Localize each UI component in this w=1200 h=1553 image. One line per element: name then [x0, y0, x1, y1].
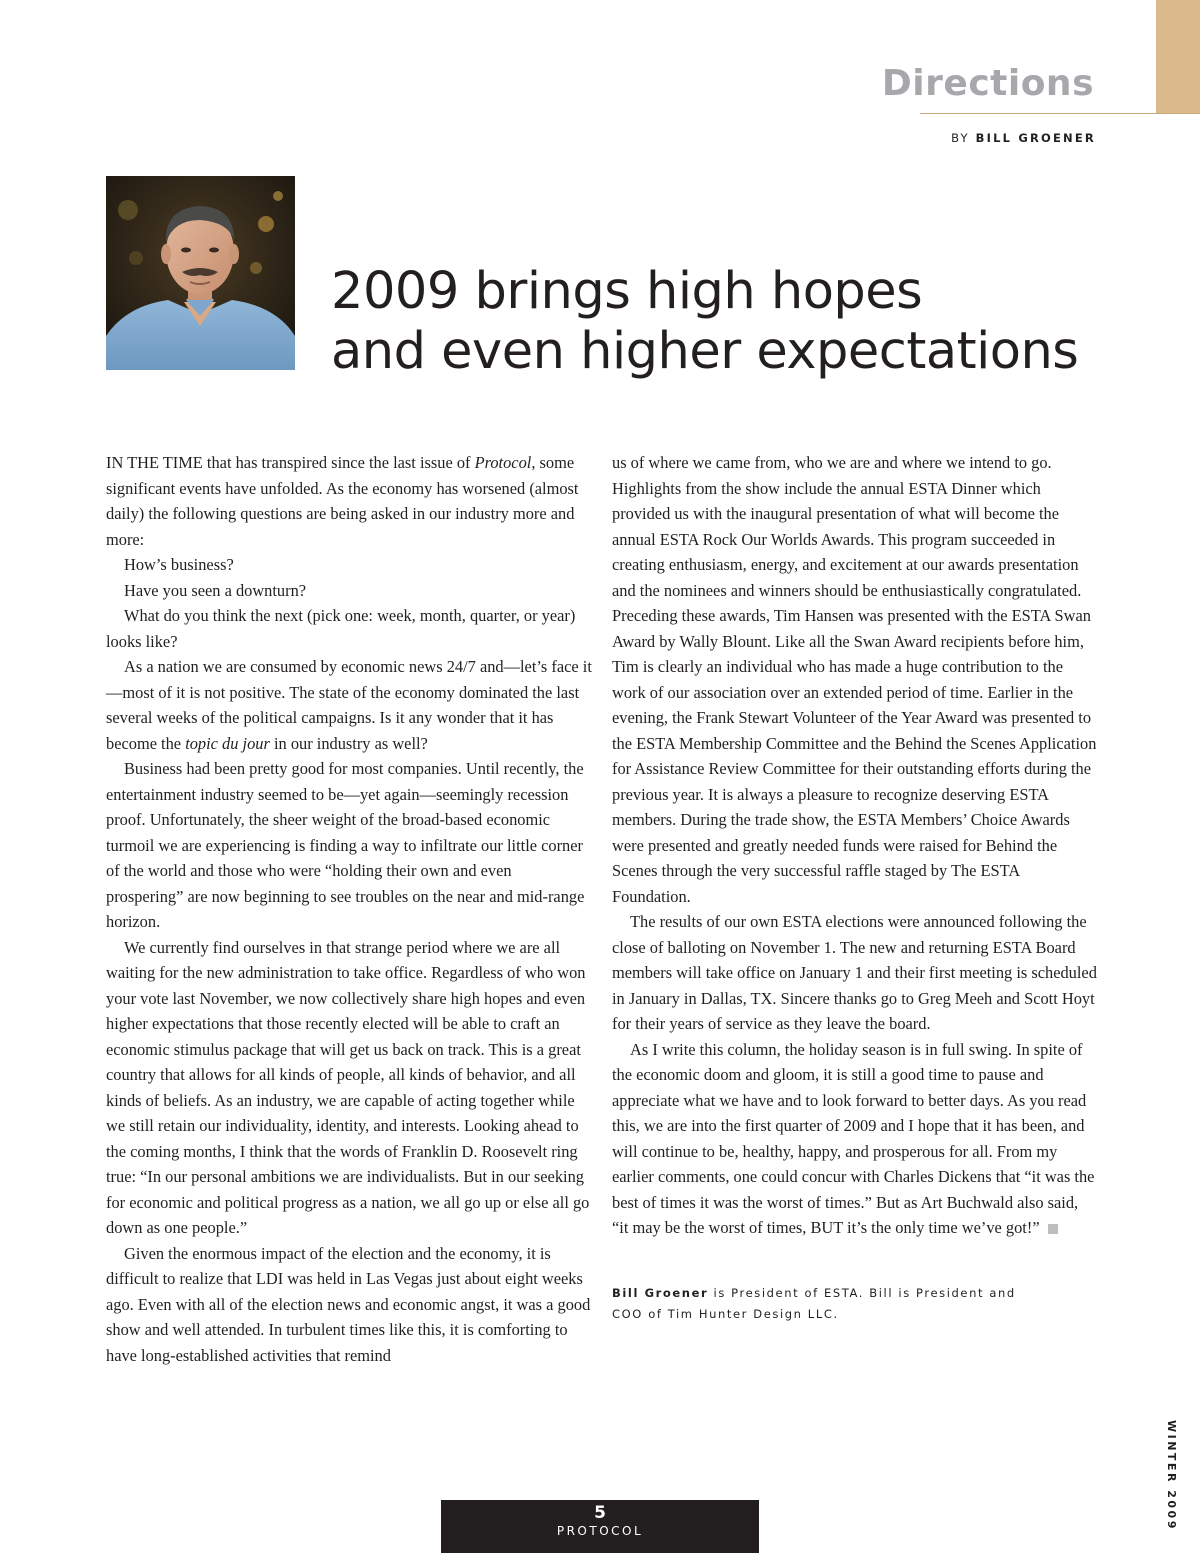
section-title: Directions — [881, 63, 1094, 104]
end-mark-icon — [1048, 1224, 1058, 1234]
publication-name: PROTOCOL — [556, 1524, 644, 1538]
paragraph-nation: As a nation we are consumed by economic news 24/7 and—let’s face it—most of it is not positive. The state of the economy dominated the last several weeks of the political campaigns. Is it any wonder that it has become the topic du jour in our industry as well? — [106, 657, 592, 753]
author-bio — [612, 1283, 1022, 1325]
byline-author: BILL GROENER — [975, 131, 1096, 145]
headline-line-1: 2009 brings high hopes — [331, 262, 923, 321]
bio-name: Bill Groener — [612, 1285, 709, 1300]
paragraph-strange-period: We currently find ourselves in that strange period where we are all waiting for the new administration to take office. Regardless of who won your vote last November, we now collectively share high hopes and even higher expectations that those recently elected will be able to craft an economic stimulus package that will get us back on track. This is a great country that allows for all kinds of people, all kinds of behavior, and all kinds of beliefs. As an industry, we are capable of acting together while we still retain our individuality, identity, and interests. Looking ahead to the coming months, I think that the words of Franklin D. Roosevelt ring true: “In our personal ambitions we are individualists. But in our seeking for economic and political progress as a nation, we all go up or else all go down as one people.” — [106, 937, 590, 1237]
corner-color-tab — [1156, 0, 1200, 113]
paragraph-results: The results of our own ESTA elections were announced following the close of balloting on November 1. The new and returning ESTA Board members will take office on January 1 and their first meeting is scheduled in January in Dallas, TX. Sincere thanks go to Greg Meeh and Scott Hoyt for their years of service as they leave the board. — [612, 912, 1097, 1033]
paragraph-given: Given the enormous impact of the election and the economy, it is difficult to realize that LDI was held in Las Vegas just about eight weeks ago. Even with all of the election news and economic angst, it was a good show and well attended. In turbulent times like this, it is comforting to have long-established activities that remind — [106, 1243, 591, 1365]
issue-label: WINTER 2009 — [1165, 1420, 1178, 1531]
article-column-left — [106, 450, 592, 1368]
intro-paragraph: IN THE TIME that has transpired since the last issue of Protocol, some significant events have unfolded. As the economy has worsened (almost daily) the following questions are being asked in our industry more and more: — [106, 453, 579, 549]
byline-prefix: BY — [951, 131, 970, 145]
article-column-right — [612, 450, 1098, 1325]
page-number: 5 — [594, 1503, 606, 1523]
author-photo — [106, 176, 295, 370]
paragraph-holiday: As I write this column, the holiday season is in full swing. In spite of the economic doom and gloom, it is still a good time to pause and appreciate what we have and to look forward to better days. As you read this, we are into the first quarter of 2009 and I hope that it has been, and will continue to be, healthy, happy, and prosperous for all. From my earlier comments, one could concur with Charles Dickens that “it was the best of times it was the worst of times.” But as Art Buchwald also said, “it may be the worst of times, BUT it’s the only time we’ve got!” — [612, 1039, 1095, 1237]
publication-title: Protocol — [474, 453, 532, 472]
question-1: How’s business? — [124, 555, 234, 574]
page-footer — [441, 1500, 759, 1553]
question-3: What do you think the next (pick one: week, month, quarter, or year) looks like? — [106, 606, 576, 651]
paragraph-given-continued: us of where we came from, who we are and where we intend to go. Highlights from the show include the annual ESTA Dinner which provided us with the inaugural presentation of what will become the annual ESTA Rock Our Worlds Awards. This program succeeded in creating enthusiasm, energy, and excitement at our awards presentation and the nominees and winners should be enthusiastically congratulated. Preceding these awards, Tim Hansen was presented with the ESTA Swan Award by Wally Blount. Like all the Swan Award recipients before him, Tim is clearly an individual who has made a huge contribution to the work of our association over an extended period of time. Earlier in the evening, the Frank Stewart Volunteer of the Year Award was presented to the ESTA Membership Committee and the Behind the Scenes Application for Assistance Review Committee for their outstanding efforts during the previous year. It is always a pleasure to recognize deserving ESTA members. During the trade show, the ESTA Members’ Choice Awards were presented and greatly needed funds were raised for Behind the Scenes through the very successful raffle staged by The ESTA Foundation. — [612, 453, 1097, 906]
headline — [331, 262, 1078, 382]
question-2: Have you seen a downturn? — [124, 580, 307, 600]
byline — [951, 131, 1096, 145]
paragraph-business: Business had been pretty good for most companies. Until recently, the entertainment industry seemed to be—yet again—seemingly recession proof. Unfortunately, the sheer weight of the broad-based economic turmoil we are experiencing is finding a way to infiltrate our little corner of the world and those who were “holding their own and even prospering” are now beginning to see troubles on the near and mid-range horizon. — [106, 759, 585, 931]
section-rule — [920, 113, 1200, 114]
headline-line-2: and even higher expectations — [331, 322, 1079, 381]
bio-text: is President of ESTA. Bill is President and COO of Tim Hunter Design LLC. — [612, 1285, 1016, 1321]
intro-lead-caps: IN THE TIME — [106, 453, 203, 472]
